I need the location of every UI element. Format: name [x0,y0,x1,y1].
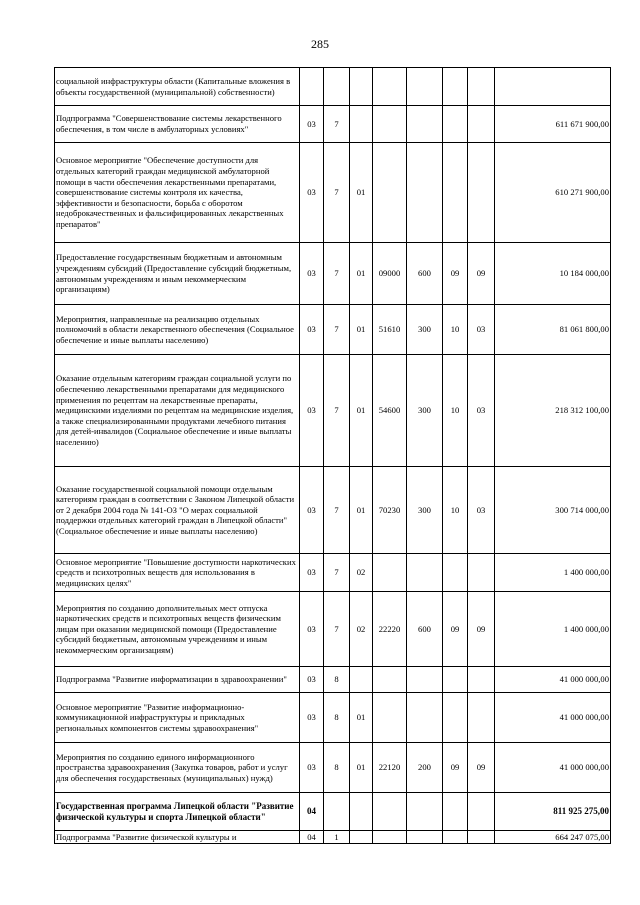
amount: 811 925 275,00 [495,793,611,831]
activity-code: 02 [350,592,373,667]
section-code [443,68,468,106]
amount: 1 400 000,00 [495,592,611,667]
direction-code: 09000 [373,243,407,305]
subprogram-code: 8 [324,693,350,743]
direction-code [373,106,407,143]
direction-code: 70230 [373,467,407,554]
section-code: 09 [443,743,468,793]
subsection-code [468,667,495,693]
program-code: 04 [300,793,324,831]
amount: 41 000 000,00 [495,743,611,793]
program-code: 03 [300,667,324,693]
table-row [55,693,611,743]
expense-type-code: 600 [407,243,443,305]
row-name: Основное мероприятие "Повышение доступности наркотических средств и психотропных веществ для использования в медицинских целях" [55,554,300,592]
expense-type-code: 300 [407,467,443,554]
section-code: 09 [443,243,468,305]
subprogram-code: 7 [324,592,350,667]
direction-code [373,793,407,831]
program-code: 03 [300,305,324,355]
page-number: 285 [311,37,329,51]
section-code [443,143,468,243]
activity-code [350,667,373,693]
amount: 1 400 000,00 [495,554,611,592]
subsection-code: 03 [468,305,495,355]
expense-type-code [407,68,443,106]
row-name: Мероприятия, направленные на реализацию отдельных полномочий в области лекарственного обеспечения (Социальное обеспечение и иные выплаты населению) [55,305,300,355]
table-row [55,243,611,305]
budget-table [54,67,611,844]
subsection-code [468,68,495,106]
expense-type-code [407,143,443,243]
direction-code [373,554,407,592]
program-code: 03 [300,355,324,467]
activity-code: 01 [350,467,373,554]
table-row [55,106,611,143]
table-row [55,355,611,467]
section-code: 10 [443,355,468,467]
section-code [443,667,468,693]
program-code: 03 [300,243,324,305]
subprogram-code: 7 [324,143,350,243]
activity-code [350,106,373,143]
row-name: Государственная программа Липецкой области "Развитие физической культуры и спорта Липецкой области" [55,793,300,831]
subprogram-code [324,793,350,831]
program-code: 03 [300,467,324,554]
row-name: социальной инфраструктуры области (Капитальные вложения в объекты государственной (муниципальной) собственности) [55,68,300,106]
activity-code [350,831,373,844]
direction-code [373,667,407,693]
row-name: Основное мероприятие "Развитие информационно-коммуникационной инфраструктуры и прикладных региональных компонентов системы здравоохранения" [55,693,300,743]
amount: 10 184 000,00 [495,243,611,305]
table-row [55,793,611,831]
program-code: 03 [300,143,324,243]
subprogram-code: 7 [324,554,350,592]
subprogram-code: 7 [324,355,350,467]
expense-type-code: 200 [407,743,443,793]
subprogram-code: 7 [324,106,350,143]
activity-code: 01 [350,355,373,467]
program-code: 03 [300,554,324,592]
section-code: 10 [443,467,468,554]
expense-type-code [407,693,443,743]
program-code: 03 [300,743,324,793]
section-code: 10 [443,305,468,355]
amount: 611 671 900,00 [495,106,611,143]
subprogram-code: 8 [324,743,350,793]
activity-code: 01 [350,305,373,355]
table-row [55,831,611,844]
activity-code [350,793,373,831]
subprogram-code: 1 [324,831,350,844]
section-code [443,106,468,143]
section-code: 09 [443,592,468,667]
amount: 610 271 900,00 [495,143,611,243]
subsection-code: 09 [468,743,495,793]
expense-type-code [407,667,443,693]
section-code [443,693,468,743]
subsection-code: 03 [468,467,495,554]
subprogram-code: 7 [324,243,350,305]
table-row [55,592,611,667]
activity-code: 01 [350,143,373,243]
expense-type-code: 600 [407,592,443,667]
subprogram-code: 8 [324,667,350,693]
subprogram-code [324,68,350,106]
table-row [55,667,611,693]
direction-code [373,68,407,106]
subprogram-code: 7 [324,467,350,554]
subsection-code: 03 [468,355,495,467]
amount: 81 061 800,00 [495,305,611,355]
section-code [443,554,468,592]
expense-type-code [407,831,443,844]
row-name: Оказание государственной социальной помощи отдельным категориям граждан в соответствии с Законом Липецкой области от 2 декабря 2004 года № 141-ОЗ "О мерах социальной поддержки отдельных категорий граждан в Липецкой области" (Социальное обеспечение и иные выплаты населению) [55,467,300,554]
activity-code: 01 [350,693,373,743]
activity-code: 01 [350,243,373,305]
table-row [55,68,611,106]
subsection-code [468,793,495,831]
subsection-code [468,143,495,243]
amount: 41 000 000,00 [495,693,611,743]
subsection-code: 09 [468,592,495,667]
row-name: Оказание отдельным категориям граждан социальной услуги по обеспечению лекарственными препаратами для медицинского применения по рецептам на лекарственные препараты, медицинскими изделиями по рецептам на медицинские изделия, а также специализированными продуктами лечебного питания для детей-инвалидов (Социальное обеспечение и иные выплаты населению) [55,355,300,467]
activity-code: 01 [350,743,373,793]
expense-type-code [407,793,443,831]
row-name: Подпрограмма "Развитие информатизации в здравоохранении" [55,667,300,693]
activity-code [350,68,373,106]
subsection-code [468,106,495,143]
program-code: 03 [300,592,324,667]
row-name: Подпрограмма "Развитие физической культуры и [55,831,300,844]
subsection-code: 09 [468,243,495,305]
row-name: Мероприятия по созданию дополнительных мест отпуска наркотических средств и психотропных веществ физическим лицам при оказании медицинской помощи (Предоставление субсидий бюджетным, автономным учреждениям и иным некоммерческим организациям) [55,592,300,667]
direction-code: 22220 [373,592,407,667]
direction-code [373,693,407,743]
direction-code: 22120 [373,743,407,793]
expense-type-code [407,106,443,143]
subprogram-code: 7 [324,305,350,355]
direction-code: 54600 [373,355,407,467]
expense-type-code: 300 [407,355,443,467]
row-name: Основное мероприятие "Обеспечение доступности для отдельных категорий граждан медицинской амбулаторной помощи в части обеспечения лекарственными препаратами, совершенствование системы контроля их качества, эффективности и безопасности, борьба с оборотом недоброкачественных и фальсифицированных лекарственных препаратов" [55,143,300,243]
table-row [55,467,611,554]
program-code: 03 [300,106,324,143]
table-row [55,554,611,592]
amount: 41 000 000,00 [495,667,611,693]
section-code [443,793,468,831]
amount: 664 247 075,00 [495,831,611,844]
expense-type-code [407,554,443,592]
table-row [55,143,611,243]
direction-code [373,143,407,243]
program-code [300,68,324,106]
direction-code: 51610 [373,305,407,355]
subsection-code [468,831,495,844]
amount: 218 312 100,00 [495,355,611,467]
subsection-code [468,693,495,743]
amount: 300 714 000,00 [495,467,611,554]
table-row [55,743,611,793]
activity-code: 02 [350,554,373,592]
program-code: 03 [300,693,324,743]
row-name: Мероприятия по созданию единого информационного пространства здравоохранения (Закупка товаров, работ и услуг для обеспечения государственных (муниципальных) нужд) [55,743,300,793]
section-code [443,831,468,844]
row-name: Предоставление государственным бюджетным и автономным учреждениям субсидий (Предоставление субсидий бюджетным, автономным учреждениям и иным некоммерческим организациям) [55,243,300,305]
expense-type-code: 300 [407,305,443,355]
program-code: 04 [300,831,324,844]
subsection-code [468,554,495,592]
table-body [55,68,611,844]
table-row [55,305,611,355]
amount [495,68,611,106]
row-name: Подпрограмма "Совершенствование системы лекарственного обеспечения, в том числе в амбулаторных условиях" [55,106,300,143]
direction-code [373,831,407,844]
